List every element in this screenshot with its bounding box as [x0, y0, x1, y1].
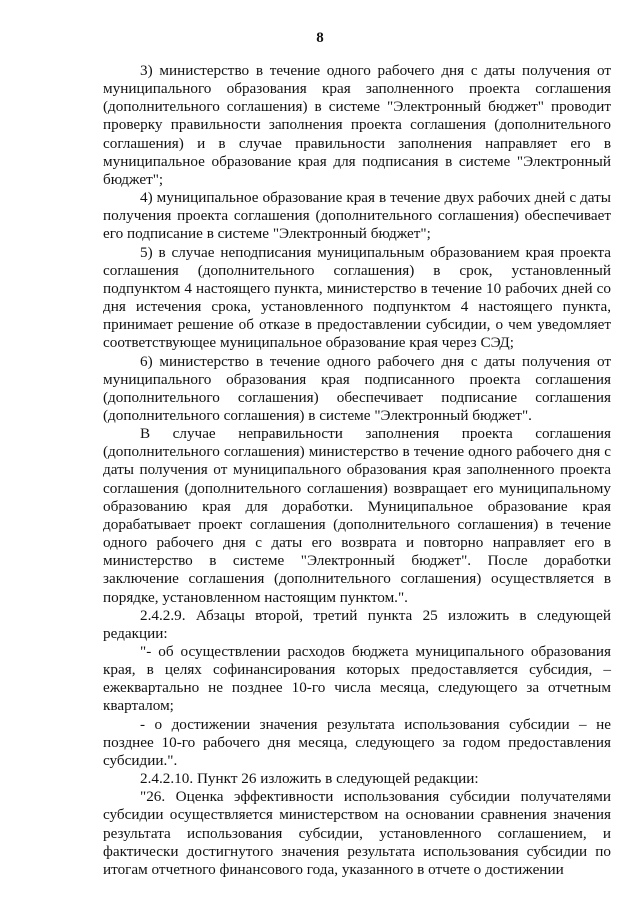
paragraph-point-26: "26. Оценка эффективности использования субсидии получателями субсидии осуществляется министерством на основании сравнения значения результата использования субсидии, установленного соглашением, и фактически достигнутого значения результата использования субсидии по итогам отчетного финансового года, указанного в отчете о достижении — [103, 788, 611, 878]
page-number: 8 — [316, 30, 324, 46]
document-body — [103, 62, 611, 879]
paragraph-item-3: 3) министерство в течение одного рабочего дня с даты получения от муниципального образования края заполненного проекта соглашения (дополнительного соглашения) в системе "Электронный бюджет" проводит проверку правильности заполнения проекта соглашения (дополнительного соглашения) и в случае правильности заполнения направляет его в муниципальное образование края для подписания в системе "Электронный бюджет"; — [103, 62, 611, 188]
paragraph-quote-expenses: "- об осуществлении расходов бюджета муниципального образования края, в целях софинансирования которых предоставляется субсидия, – ежеквартально не позднее 10-го числа месяца, следующего за отчетным кварталом; — [103, 643, 611, 715]
paragraph-item-6: 6) министерство в течение одного рабочего дня с даты получения от муниципального образования края подписанного проекта соглашения (дополнительного соглашения) обеспечивает подписание соглашения (дополнительного соглашения) в системе "Электронный бюджет". — [103, 352, 611, 424]
paragraph-item-5: 5) в случае неподписания муниципальным образованием края проекта соглашения (дополнительного соглашения) в срок, установленный подпунктом 4 настоящего пункта, министерство в течение 10 рабочих дней со дня истечения срока, установленного подпунктом 4 настоящего пункта, принимает решение об отказе в предоставлении субсидии, о чем уведомляет соответствующее муниципальное образование края через СЭД; — [103, 243, 611, 352]
paragraph-2-4-2-9: 2.4.2.9. Абзацы второй, третий пункта 25 изложить в следующей редакции: — [103, 606, 611, 642]
paragraph-2-4-2-10: 2.4.2.10. Пункт 26 изложить в следующей редакции: — [140, 770, 479, 788]
paragraph-quote-result: - о достижении значения результата использования субсидии – не позднее 10-го рабочего дня месяца, следующего за годом предоставления субсидии.". — [103, 715, 611, 769]
paragraph-incorrect-filling: В случае неправильности заполнения проекта соглашения (дополнительного соглашения) министерство в течение одного рабочего дня с даты получения от муниципального образования края заполненного проекта соглашения (дополнительного соглашения) возвращает его муниципальному образованию края для доработки. Муниципальное образование края дорабатывает проект соглашения (дополнительного соглашения) в течение одного рабочего дня с даты его возврата и повторно направляет его в министерство в системе "Электронный бюджет". После доработки заключение соглашения (дополнительного соглашения) осуществляется в порядке, установленном настоящим пунктом.". — [103, 425, 611, 606]
paragraph-item-4: 4) муниципальное образование края в течение двух рабочих дней с даты получения проекта соглашения (дополнительного соглашения) обеспечивает его подписание в системе "Электронный бюджет"; — [103, 189, 611, 243]
